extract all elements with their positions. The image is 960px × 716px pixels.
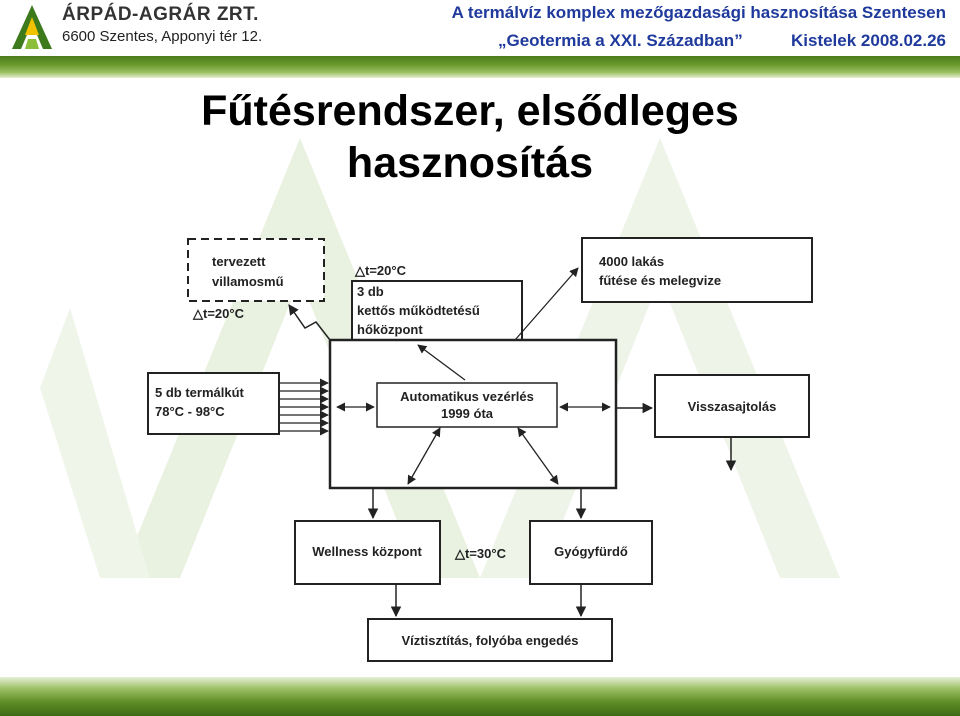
- control-label-2: 1999 óta: [440, 406, 494, 421]
- planned-plant-box: [188, 239, 324, 301]
- spa-label: Gyógyfürdő: [554, 544, 628, 559]
- bottom-green-stripe: [0, 677, 960, 716]
- planned-plant-label-2: villamosmű: [212, 274, 284, 289]
- planned-plant-label-1: tervezett: [212, 254, 266, 269]
- wellness-label: Wellness központ: [312, 544, 422, 559]
- wells-label-2: 78°C - 98°C: [155, 404, 225, 419]
- planned-plant-lightning-link: [289, 305, 330, 340]
- apartments-box: [582, 238, 812, 302]
- heat-center-label-2: kettős működtetésű: [357, 303, 480, 318]
- central-to-apartments-arrow: [515, 268, 578, 340]
- heat-center-label-3: hőközpont: [357, 322, 423, 337]
- heat-center-label-1: 3 db: [357, 284, 384, 299]
- middle-delta-t: △t=30°C: [455, 546, 506, 561]
- planned-plant-delta-t: △t=20°C: [193, 306, 244, 321]
- conference-subtitle: „Geotermia a XXI. Században”: [498, 31, 743, 50]
- control-label-1: Automatikus vezérlés: [400, 389, 534, 404]
- slide-title-line-2: hasznosítás: [346, 139, 594, 187]
- company-name: ÁRPÁD-AGRÁR ZRT.: [62, 4, 259, 25]
- heat-center-delta-t: △t=20°C: [355, 263, 406, 278]
- conference-date: Kistelek 2008.02.26: [790, 31, 946, 50]
- wells-label-1: 5 db termálkút: [155, 385, 244, 400]
- presentation-title: A termálvíz komplex mezőgazdasági hasznosítása Szentesen: [451, 3, 946, 22]
- treatment-label: Víztisztítás, folyóba engedés: [401, 633, 579, 648]
- wells-flow-arrows: [280, 383, 328, 431]
- reinjection-label: Visszasajtolás: [687, 399, 777, 414]
- apartments-label-2: fűtése és melegvize: [599, 273, 722, 288]
- apartments-label-1: 4000 lakás: [599, 254, 665, 269]
- company-address: 6600 Szentes, Apponyi tér 12.: [62, 28, 263, 45]
- slide-title-line-1: Fűtésrendszer, elsődleges: [201, 87, 739, 135]
